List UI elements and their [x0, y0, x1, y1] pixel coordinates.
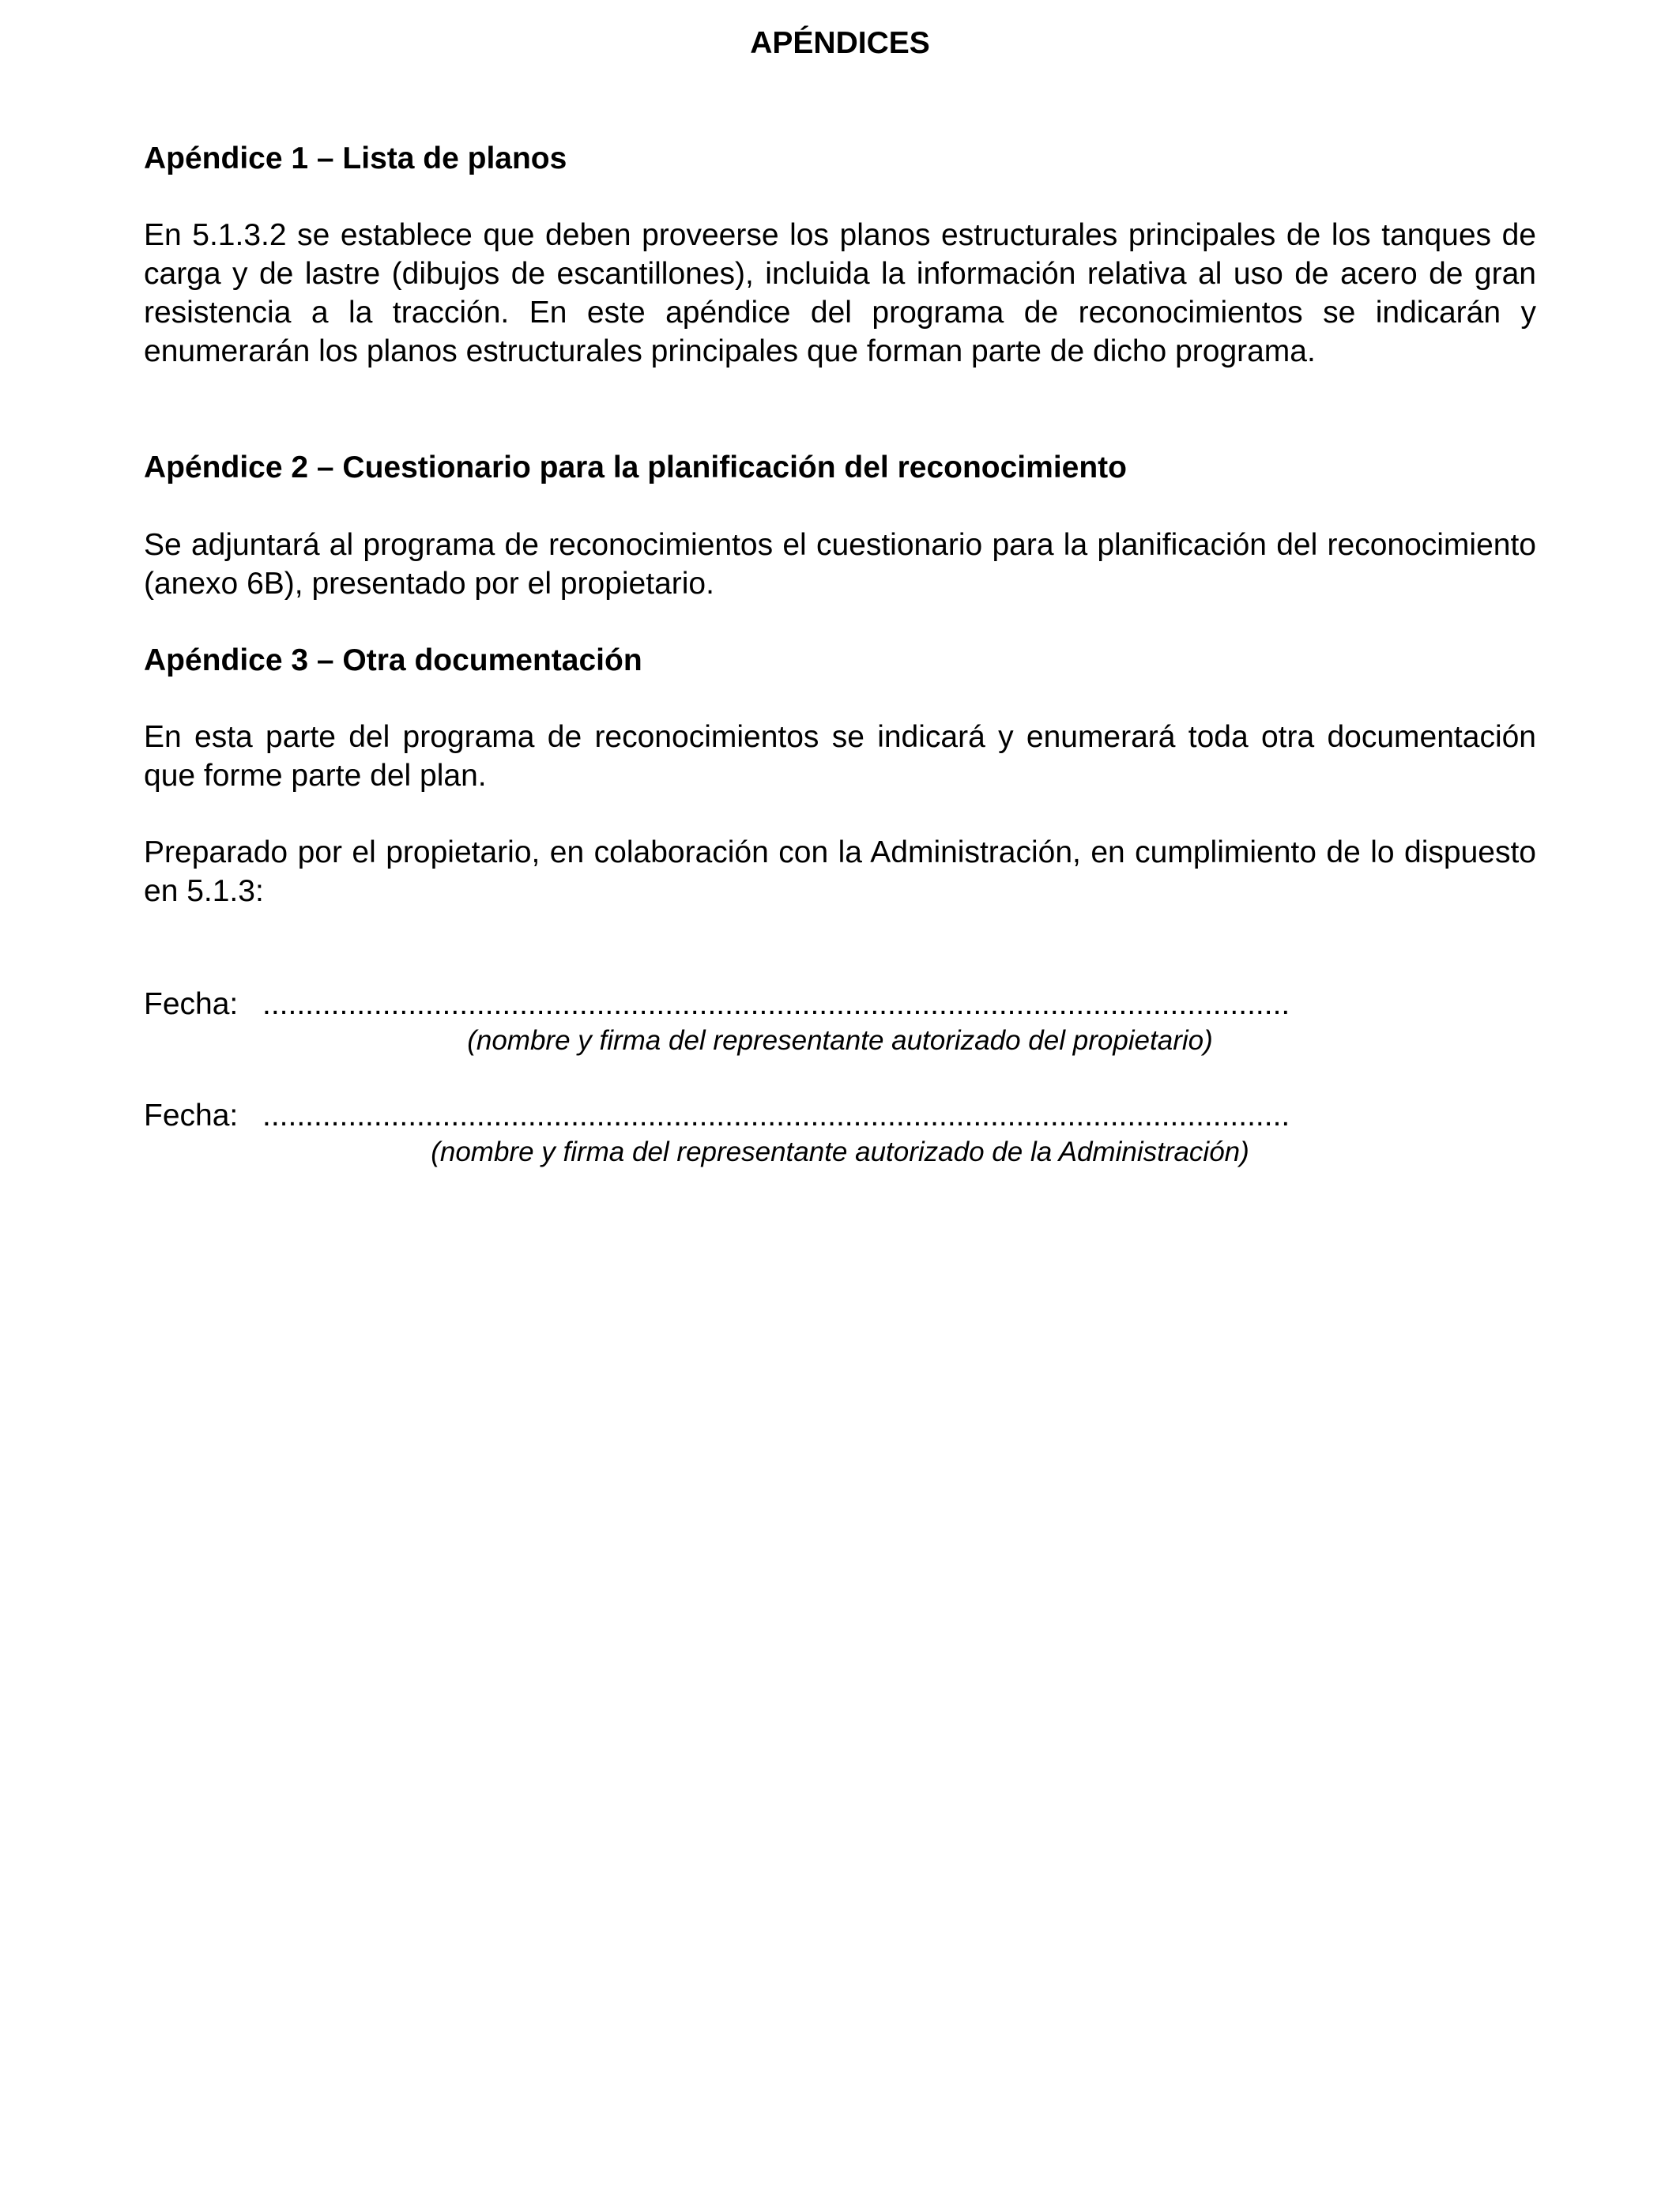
owner-date-label: Fecha:	[144, 987, 239, 1021]
appendix-1-body: En 5.1.3.2 se establece que deben proveerse los planos estructurales principales de los tanques de carga y de lastre (dibujos de escantillones), incluida la información relativa al uso de acero de gran resistencia a la tracción. En este apéndice del programa de reconocimientos se indicarán y enumerarán los planos estructurales principales que forman parte de dicho programa.	[144, 218, 1536, 368]
appendix-3-heading: Apéndice 3 – Otra documentación	[144, 643, 642, 677]
document-title: APÉNDICES	[750, 26, 930, 60]
appendix-2-heading: Apéndice 2 – Cuestionario para la planificación del reconocimiento	[144, 450, 1127, 484]
administration-signature-line	[144, 1096, 1487, 1136]
owner-signature-caption: (nombre y firma del representante autorizado del propietario)	[467, 1025, 1213, 1056]
administration-signature-caption: (nombre y firma del representante autorizado de la Administración)	[431, 1137, 1249, 1167]
appendix-1-heading: Apéndice 1 – Lista de planos	[144, 141, 567, 175]
closing-statement: Preparado por el propietario, en colaboración con la Administración, en cumplimiento de lo dispuesto en 5.1.3:	[144, 835, 1536, 908]
administration-date-label: Fecha:	[144, 1099, 239, 1133]
appendix-3-body: En esta parte del programa de reconocimientos se indicará y enumerará toda otra documentación que forme parte del plan.	[144, 720, 1536, 793]
owner-signature-line	[144, 985, 1487, 1024]
administration-signature-dots: ........................................................................................................................	[262, 1099, 1290, 1133]
owner-signature-dots: ........................................................................................................................	[262, 987, 1290, 1021]
appendix-2-body: Se adjuntará al programa de reconocimientos el cuestionario para la planificación del reconocimiento (anexo 6B), presentado por el propietario.	[144, 528, 1536, 601]
